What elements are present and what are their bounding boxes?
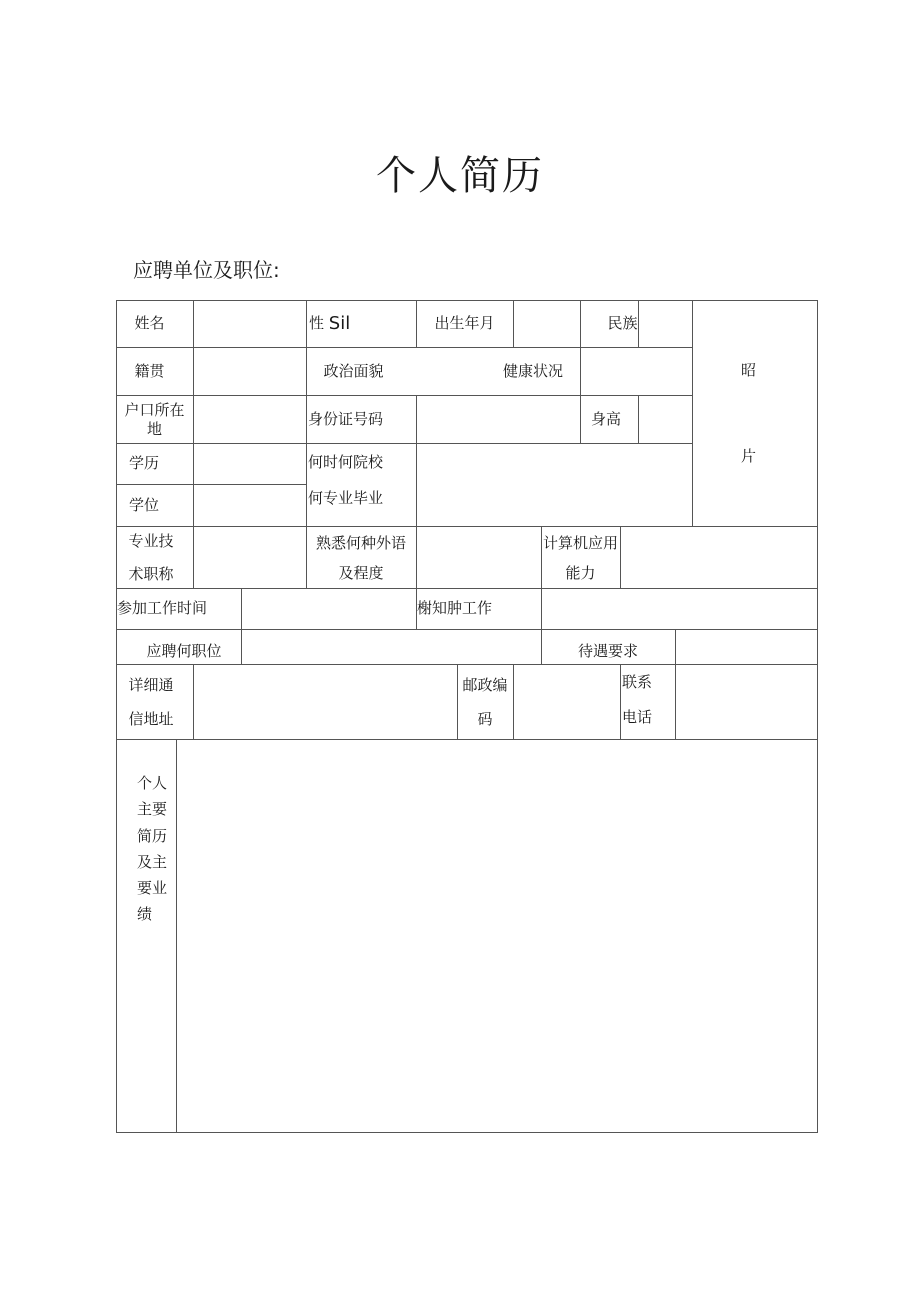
table-line	[513, 664, 514, 739]
table-line	[193, 526, 194, 588]
applied-position-field-label: 应聘何职位	[146, 641, 222, 660]
table-line	[193, 300, 194, 526]
address-label: 详细通 信地址	[128, 675, 174, 728]
table-line	[513, 300, 514, 348]
hukou-label: 户口所在 地	[124, 400, 185, 438]
table-line	[416, 395, 417, 526]
native-place-label: 籍贯	[134, 361, 165, 380]
foreign-language-label: 熟悉何种外语 及程度	[315, 533, 406, 582]
table-line	[193, 664, 194, 739]
photo-placeholder	[692, 301, 805, 526]
page-title: 个人简历	[376, 153, 544, 199]
table-line	[817, 300, 818, 1133]
applied-position-label: 应聘单位及职位:	[133, 258, 280, 282]
gender-value: Sil	[328, 313, 351, 335]
table-line	[675, 664, 676, 739]
photo-label-1: 昭	[740, 360, 756, 379]
postcode-label: 邮政编 码	[462, 675, 508, 728]
degree-label: 学位	[128, 495, 159, 514]
table-line	[416, 526, 417, 588]
salary-label: 待遇要求	[577, 641, 638, 660]
gender-label: 性 Sil	[309, 301, 416, 347]
professional-title-label: 专业技 术职称	[128, 531, 174, 583]
table-line	[241, 629, 242, 664]
table-line	[116, 1132, 817, 1133]
name-label: 姓名	[134, 314, 165, 333]
table-line	[620, 664, 621, 739]
resume-label: 个人 主要 简历 及主 要业 绩	[137, 774, 168, 924]
computer-skill-label: 计算机应用 能力	[542, 533, 618, 582]
political-status-label: 政治面貌	[323, 361, 384, 380]
phone-label: 联系 电话	[622, 673, 653, 726]
table-line	[116, 526, 817, 527]
birth-date-label: 出生年月	[434, 314, 495, 333]
id-number-label: 身份证号码	[308, 409, 384, 428]
health-label: 健康状况	[502, 361, 563, 380]
work-start-label: 参加工作时间	[117, 599, 208, 618]
table-line	[638, 395, 639, 444]
height-label: 身高	[590, 409, 621, 428]
table-line	[116, 739, 817, 740]
table-line	[241, 588, 242, 629]
education-label: 学历	[128, 454, 159, 473]
table-line	[176, 739, 177, 1132]
current-work-label: 榭知肿工作	[417, 599, 493, 618]
table-line	[620, 526, 621, 588]
table-line	[306, 300, 307, 526]
table-line	[675, 629, 676, 664]
table-line	[116, 347, 692, 348]
graduation-label: 何时何院校 何专业毕业	[308, 453, 384, 507]
table-line	[541, 588, 542, 629]
photo-label-2: 片	[740, 447, 756, 465]
ethnicity-label: 民族	[607, 314, 638, 333]
